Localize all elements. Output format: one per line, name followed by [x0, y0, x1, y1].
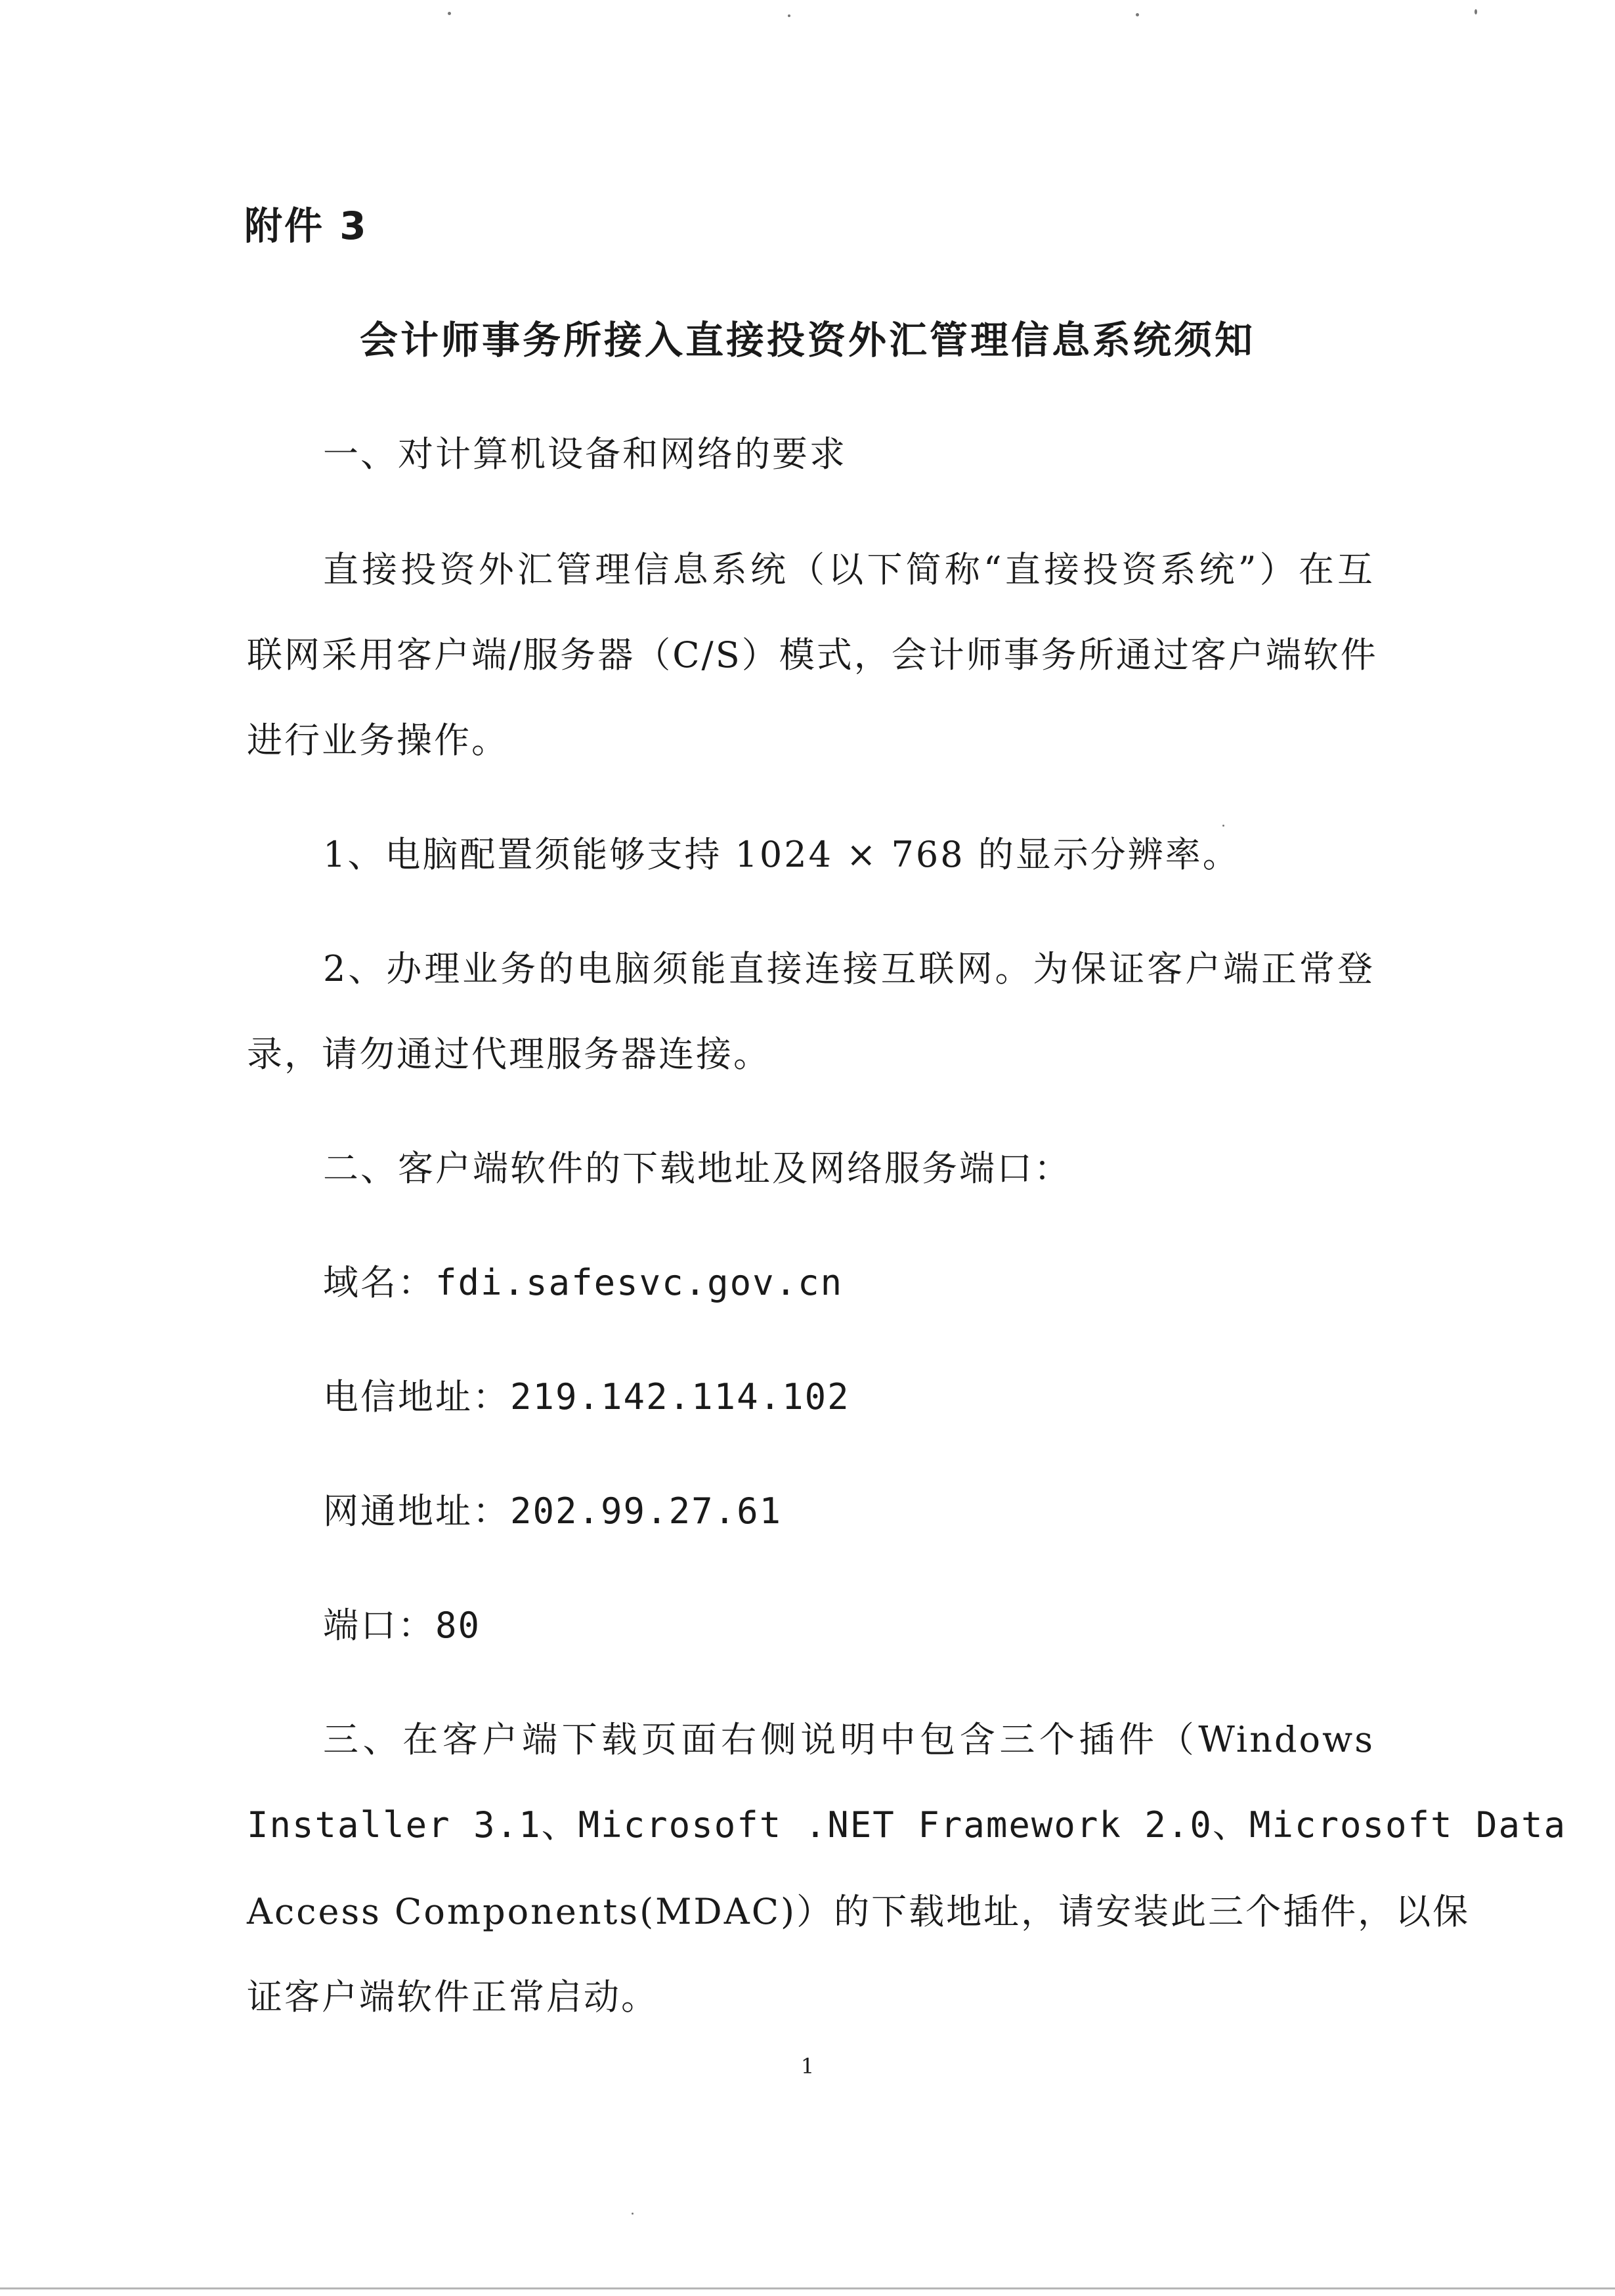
section1-intro-line-3: 进行业务操作。: [247, 720, 509, 761]
scan-speck: [1136, 13, 1139, 16]
section1-intro-line-1: 直接投资外汇管理信息系统（以下简称“直接投资系统”）在互: [323, 549, 1375, 590]
section3-line-1: 三、在客户端下载页面右侧说明中包含三个插件（Windows: [323, 1719, 1375, 1760]
section1-item-1: 1、电脑配置须能够支持 1024 × 768 的显示分辨率。: [323, 834, 1240, 875]
page-number: 1: [800, 2054, 815, 2079]
section1-heading: 一、对计算机设备和网络的要求: [323, 433, 847, 475]
scan-speck: [788, 14, 790, 17]
netcom-address-value: 202.99.27.61: [510, 1490, 783, 1532]
netcom-address-label: 网通地址：: [323, 1490, 510, 1532]
telecom-address-value: 219.142.114.102: [510, 1376, 850, 1418]
domain-label: 域名：: [323, 1262, 435, 1303]
scan-speck: [1222, 825, 1224, 827]
domain-value: fdi.safesvc.gov.cn: [435, 1262, 844, 1303]
attachment-label: 附件 3: [244, 204, 368, 248]
scan-speck: [448, 12, 451, 15]
page-bottom-edge: [0, 2287, 1615, 2289]
telecom-address-label: 电信地址：: [323, 1376, 510, 1418]
domain-row: [323, 1262, 843, 1304]
section3-line-4: 证客户端软件正常启动。: [247, 1976, 658, 2018]
section1-item-2-line-2: 录，请勿通过代理服务器连接。: [247, 1033, 771, 1075]
section3-line-3: Access Components(MDAC)）的下载地址，请安装此三个插件，以保: [247, 1891, 1471, 1932]
scan-speck: [632, 2213, 634, 2215]
port-row: [323, 1605, 481, 1647]
scan-speck: [1475, 9, 1477, 14]
section3-line-2: Installer 3.1、Microsoft .NET Framework 2.0、Microsoft Data: [247, 1804, 1567, 1846]
port-label: 端口：: [323, 1605, 435, 1646]
section2-heading: 二、客户端软件的下载地址及网络服务端口：: [323, 1148, 1071, 1189]
section1-item-2-line-1: 2、办理业务的电脑须能直接连接互联网。为保证客户端正常登: [323, 948, 1375, 989]
netcom-address-row: [323, 1490, 782, 1532]
telecom-address-row: [323, 1376, 850, 1418]
port-value: 80: [435, 1605, 481, 1646]
section1-intro-line-2: 联网采用客户端/服务器（C/S）模式，会计师事务所通过客户端软件: [247, 634, 1378, 676]
document-title: 会计师事务所接入直接投资外汇管理信息系统须知: [359, 318, 1255, 362]
